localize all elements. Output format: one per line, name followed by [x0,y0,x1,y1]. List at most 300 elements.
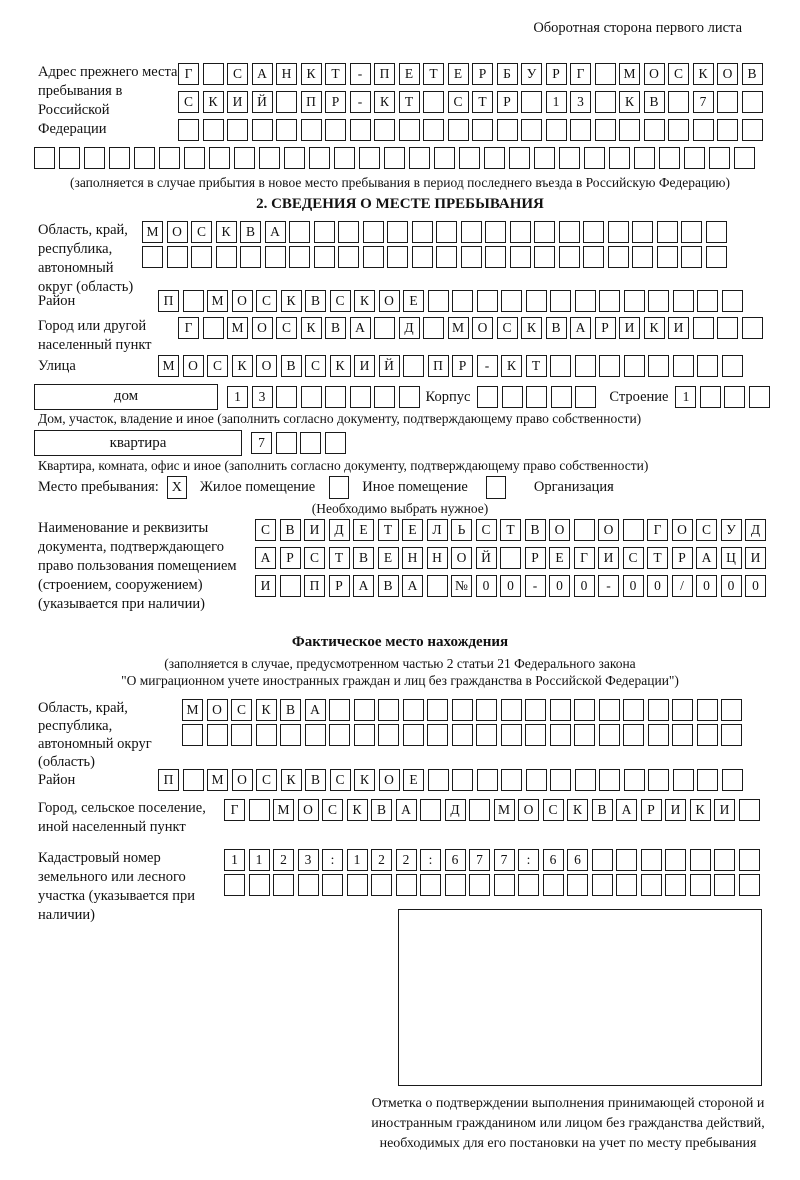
char-box[interactable] [681,246,702,268]
char-box[interactable] [412,246,433,268]
char-box[interactable] [338,246,359,268]
char-box[interactable] [722,355,743,377]
char-box[interactable]: Г [178,63,199,85]
char-box[interactable] [608,246,629,268]
char-box[interactable] [378,699,399,721]
char-box[interactable]: № [451,575,472,597]
char-box[interactable]: 0 [721,575,742,597]
char-box[interactable] [595,119,616,141]
char-box[interactable]: 6 [567,849,588,871]
char-box[interactable]: Е [403,290,424,312]
char-box[interactable]: Т [325,63,346,85]
char-box[interactable] [423,91,444,113]
char-box[interactable] [249,874,270,896]
char-box[interactable] [575,386,596,408]
char-box[interactable]: К [203,91,224,113]
char-box[interactable] [551,386,572,408]
char-box[interactable]: К [693,63,714,85]
char-box[interactable]: И [668,317,689,339]
char-box[interactable] [428,769,449,791]
char-box[interactable]: У [521,63,542,85]
char-box[interactable]: Е [378,547,399,569]
char-box[interactable]: А [350,317,371,339]
char-box[interactable]: К [301,63,322,85]
char-box[interactable] [697,724,718,746]
char-box[interactable] [434,147,455,169]
char-box[interactable] [599,290,620,312]
char-box[interactable]: А [396,799,417,821]
char-box[interactable] [592,874,613,896]
char-box[interactable]: 1 [546,91,567,113]
char-box[interactable] [739,874,760,896]
char-box[interactable] [623,519,644,541]
char-box[interactable]: М [227,317,248,339]
char-box[interactable]: 0 [623,575,644,597]
char-box[interactable]: - [477,355,498,377]
char-box[interactable] [673,355,694,377]
char-box[interactable] [500,547,521,569]
char-box[interactable] [697,355,718,377]
char-box[interactable]: К [619,91,640,113]
char-box[interactable]: О [598,519,619,541]
char-box[interactable] [305,724,326,746]
char-box[interactable]: К [501,355,522,377]
char-box[interactable] [709,147,730,169]
char-box[interactable] [665,849,686,871]
char-box[interactable] [510,221,531,243]
char-box[interactable] [301,119,322,141]
char-box[interactable] [403,724,424,746]
char-box[interactable] [550,355,571,377]
char-box[interactable] [501,769,522,791]
char-box[interactable]: - [350,91,371,113]
char-box[interactable]: И [714,799,735,821]
char-box[interactable] [469,874,490,896]
char-box[interactable] [350,119,371,141]
char-box[interactable] [534,221,555,243]
char-box[interactable] [673,769,694,791]
char-box[interactable]: С [276,317,297,339]
char-box[interactable] [739,799,760,821]
char-box[interactable]: А [353,575,374,597]
char-box[interactable]: : [322,849,343,871]
char-box[interactable]: С [476,519,497,541]
char-box[interactable]: Т [329,547,350,569]
char-box[interactable]: Л [427,519,448,541]
char-box[interactable]: М [448,317,469,339]
char-box[interactable]: Р [641,799,662,821]
char-box[interactable]: А [252,63,273,85]
char-box[interactable] [84,147,105,169]
char-box[interactable] [609,147,630,169]
char-box[interactable]: С [330,290,351,312]
char-box[interactable]: 2 [371,849,392,871]
char-box[interactable] [409,147,430,169]
char-box[interactable]: - [598,575,619,597]
char-box[interactable] [632,221,653,243]
char-box[interactable]: 3 [252,386,273,408]
char-box[interactable] [334,147,355,169]
char-box[interactable]: И [255,575,276,597]
char-box[interactable] [249,799,270,821]
char-box[interactable] [706,221,727,243]
char-box[interactable]: О [549,519,570,541]
char-box[interactable] [396,874,417,896]
char-box[interactable] [224,874,245,896]
char-box[interactable] [546,119,567,141]
char-box[interactable] [452,699,473,721]
char-box[interactable]: Р [497,91,518,113]
char-box[interactable] [534,147,555,169]
char-box[interactable] [509,147,530,169]
char-box[interactable]: И [354,355,375,377]
char-box[interactable]: Д [445,799,466,821]
char-box[interactable] [595,63,616,85]
char-box[interactable]: 1 [675,386,696,408]
char-box[interactable] [693,119,714,141]
char-box[interactable]: В [280,699,301,721]
char-box[interactable] [354,724,375,746]
char-box[interactable]: П [304,575,325,597]
char-box[interactable]: О [183,355,204,377]
char-box[interactable] [608,221,629,243]
char-box[interactable]: Т [526,355,547,377]
char-box[interactable] [301,386,322,408]
char-box[interactable]: П [301,91,322,113]
char-box[interactable] [543,874,564,896]
char-box[interactable]: Й [252,91,273,113]
char-box[interactable] [184,147,205,169]
char-box[interactable] [697,290,718,312]
char-box[interactable]: С [191,221,212,243]
char-box[interactable]: Н [402,547,423,569]
char-box[interactable] [477,386,498,408]
char-box[interactable]: 7 [251,432,272,454]
char-box[interactable] [641,874,662,896]
char-box[interactable]: С [256,769,277,791]
char-box[interactable] [412,221,433,243]
char-box[interactable]: Р [472,63,493,85]
char-box[interactable] [648,769,669,791]
char-box[interactable]: О [232,769,253,791]
char-box[interactable]: С [330,769,351,791]
char-box[interactable] [428,290,449,312]
char-box[interactable] [641,849,662,871]
char-box[interactable] [476,724,497,746]
char-box[interactable] [672,724,693,746]
char-box[interactable] [681,221,702,243]
char-box[interactable]: В [525,519,546,541]
char-box[interactable] [423,317,444,339]
char-box[interactable]: А [402,575,423,597]
char-box[interactable] [191,246,212,268]
char-box[interactable]: 0 [500,575,521,597]
char-box[interactable] [182,724,203,746]
char-box[interactable] [717,119,738,141]
char-box[interactable]: М [158,355,179,377]
char-box[interactable] [452,290,473,312]
char-box[interactable]: С [305,355,326,377]
char-box[interactable] [550,724,571,746]
char-box[interactable] [363,221,384,243]
char-box[interactable] [359,147,380,169]
char-box[interactable]: И [665,799,686,821]
char-box[interactable]: К [374,91,395,113]
char-box[interactable] [742,119,763,141]
char-box[interactable]: И [745,547,766,569]
char-box[interactable] [623,699,644,721]
char-box[interactable]: 3 [570,91,591,113]
char-box[interactable]: Е [399,63,420,85]
char-box[interactable]: Р [280,547,301,569]
char-box[interactable]: Й [379,355,400,377]
char-box[interactable] [644,119,665,141]
char-box[interactable]: Т [423,63,444,85]
char-box[interactable]: 3 [298,849,319,871]
char-box[interactable]: С [304,547,325,569]
char-box[interactable] [657,246,678,268]
char-box[interactable]: С [448,91,469,113]
char-box[interactable] [721,699,742,721]
char-box[interactable]: К [256,699,277,721]
char-box[interactable] [203,317,224,339]
char-box[interactable] [403,355,424,377]
char-box[interactable] [717,91,738,113]
char-box[interactable]: В [305,290,326,312]
char-box[interactable] [477,769,498,791]
char-box[interactable]: О [256,355,277,377]
char-box[interactable] [595,91,616,113]
char-box[interactable]: С [668,63,689,85]
char-box[interactable] [209,147,230,169]
char-box[interactable] [634,147,655,169]
char-box[interactable] [648,724,669,746]
char-box[interactable]: В [280,519,301,541]
char-box[interactable]: О [232,290,253,312]
char-box[interactable] [521,119,542,141]
char-box[interactable] [534,246,555,268]
char-box[interactable] [501,290,522,312]
char-box[interactable] [550,290,571,312]
char-box[interactable]: Т [399,91,420,113]
char-box[interactable] [420,799,441,821]
char-box[interactable]: Е [403,769,424,791]
char-box[interactable] [325,386,346,408]
char-box[interactable] [714,849,735,871]
char-box[interactable]: Т [472,91,493,113]
char-box[interactable]: Ц [721,547,742,569]
char-box[interactable]: С [322,799,343,821]
char-box[interactable]: А [616,799,637,821]
char-box[interactable] [427,724,448,746]
char-box[interactable]: 1 [224,849,245,871]
char-box[interactable] [616,874,637,896]
char-box[interactable] [469,799,490,821]
char-box[interactable]: К [301,317,322,339]
char-box[interactable]: К [232,355,253,377]
char-box[interactable]: К [281,769,302,791]
char-box[interactable]: С [178,91,199,113]
char-box[interactable]: Г [647,519,668,541]
char-box[interactable] [525,699,546,721]
char-box[interactable]: К [521,317,542,339]
char-box[interactable]: В [240,221,261,243]
char-box[interactable] [34,147,55,169]
char-box[interactable]: Е [353,519,374,541]
char-box[interactable] [252,119,273,141]
char-box[interactable]: Г [570,63,591,85]
char-box[interactable] [399,386,420,408]
char-box[interactable]: А [570,317,591,339]
char-box[interactable] [690,849,711,871]
char-box[interactable]: Б [497,63,518,85]
char-box[interactable] [570,119,591,141]
char-box[interactable] [280,575,301,597]
char-box[interactable] [518,874,539,896]
char-box[interactable] [734,147,755,169]
char-box[interactable]: Е [549,547,570,569]
char-box[interactable] [472,119,493,141]
char-box[interactable] [309,147,330,169]
char-box[interactable] [665,874,686,896]
char-box[interactable] [550,699,571,721]
char-box[interactable] [559,221,580,243]
char-box[interactable]: В [305,769,326,791]
char-box[interactable]: В [742,63,763,85]
char-box[interactable] [575,355,596,377]
char-box[interactable]: А [255,547,276,569]
char-box[interactable] [525,724,546,746]
char-box[interactable] [632,246,653,268]
char-box[interactable]: К [644,317,665,339]
char-box[interactable] [134,147,155,169]
char-box[interactable] [559,246,580,268]
char-box[interactable]: К [354,290,375,312]
char-box[interactable] [276,119,297,141]
char-box[interactable]: С [255,519,276,541]
char-box[interactable]: Д [745,519,766,541]
char-box[interactable] [648,699,669,721]
char-box[interactable] [427,699,448,721]
char-box[interactable] [648,290,669,312]
char-box[interactable] [387,246,408,268]
char-box[interactable]: А [305,699,326,721]
char-box[interactable]: 0 [696,575,717,597]
char-box[interactable] [599,355,620,377]
checkbox-other-premises[interactable] [329,476,349,499]
char-box[interactable]: Р [525,547,546,569]
char-box[interactable]: К [347,799,368,821]
char-box[interactable]: С [497,317,518,339]
char-box[interactable]: Р [546,63,567,85]
char-box[interactable]: Р [452,355,473,377]
char-box[interactable]: К [216,221,237,243]
char-box[interactable]: О [167,221,188,243]
char-box[interactable]: В [546,317,567,339]
char-box[interactable]: К [354,769,375,791]
char-box[interactable]: 2 [396,849,417,871]
char-box[interactable]: У [721,519,742,541]
char-box[interactable]: М [182,699,203,721]
char-box[interactable] [584,147,605,169]
char-box[interactable] [722,290,743,312]
char-box[interactable]: П [374,63,395,85]
char-box[interactable]: С [231,699,252,721]
char-box[interactable] [374,119,395,141]
char-box[interactable]: И [304,519,325,541]
char-box[interactable] [436,246,457,268]
char-box[interactable] [599,769,620,791]
char-box[interactable] [477,290,498,312]
char-box[interactable] [484,147,505,169]
char-box[interactable] [739,849,760,871]
char-box[interactable]: Г [224,799,245,821]
char-box[interactable]: К [567,799,588,821]
char-box[interactable] [559,147,580,169]
char-box[interactable] [526,386,547,408]
char-box[interactable]: О [518,799,539,821]
char-box[interactable] [599,699,620,721]
char-box[interactable] [448,119,469,141]
char-box[interactable] [350,386,371,408]
char-box[interactable] [325,119,346,141]
char-box[interactable]: К [281,290,302,312]
char-box[interactable] [550,769,571,791]
char-box[interactable]: Г [178,317,199,339]
char-box[interactable] [575,290,596,312]
char-box[interactable] [501,699,522,721]
char-box[interactable]: Е [402,519,423,541]
char-box[interactable] [697,699,718,721]
char-box[interactable]: И [598,547,619,569]
char-box[interactable] [276,91,297,113]
char-box[interactable]: В [325,317,346,339]
char-box[interactable] [592,849,613,871]
char-box[interactable] [624,290,645,312]
char-box[interactable]: К [690,799,711,821]
char-box[interactable] [363,246,384,268]
char-box[interactable]: П [158,290,179,312]
char-box[interactable]: Р [595,317,616,339]
char-box[interactable] [445,874,466,896]
char-box[interactable] [485,221,506,243]
char-box[interactable] [347,874,368,896]
char-box[interactable]: 0 [476,575,497,597]
char-box[interactable]: Р [329,575,350,597]
char-box[interactable]: А [696,547,717,569]
char-box[interactable] [526,769,547,791]
char-box[interactable]: Е [448,63,469,85]
char-box[interactable]: : [420,849,441,871]
char-box[interactable] [749,386,770,408]
char-box[interactable]: В [644,91,665,113]
char-box[interactable]: О [298,799,319,821]
char-box[interactable] [673,290,694,312]
char-box[interactable]: 1 [249,849,270,871]
char-box[interactable] [717,317,738,339]
char-box[interactable]: Н [427,547,448,569]
char-box[interactable]: С [623,547,644,569]
char-box[interactable]: Й [476,547,497,569]
char-box[interactable] [338,221,359,243]
char-box[interactable]: Г [574,547,595,569]
char-box[interactable] [427,575,448,597]
char-box[interactable]: О [472,317,493,339]
char-box[interactable] [183,290,204,312]
char-box[interactable] [265,246,286,268]
char-box[interactable] [497,119,518,141]
char-box[interactable] [659,147,680,169]
